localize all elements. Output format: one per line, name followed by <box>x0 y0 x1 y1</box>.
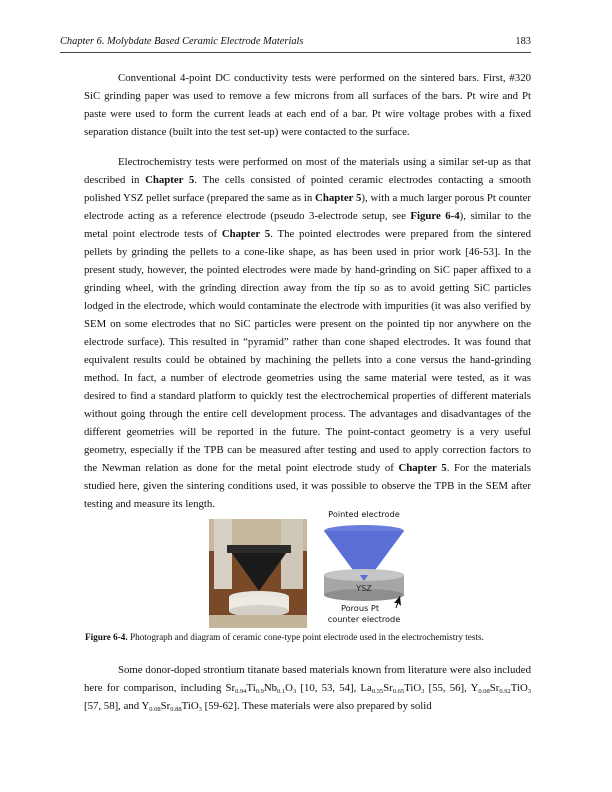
paragraph-titanates: Some donor-doped strontium titanate based materials known from literature were also included here for comparison, including $Sr_{0.94}Ti_{0.9}Nb_{0.1}O_3$ [10, 53, 54], $La_{0.35}Sr_{0.65}TiO_3$ [55, 56], $Y_{0.08}Sr_{0.92}TiO_3$ [57, 58], and $Y_{0.08}Sr_{0.88}TiO_3$ [59-62]. These materials were also prepared by solid <box>84 664 531 713</box>
paragraph-electrochemistry: Electrochemistry tests were performed on most of the materials using a similar set-up as that described in Chapter 5. The cells consisted of pointed ceramic electrodes contacting a smooth polished YSZ pellet surface (prepared the same as in Chapter 5), with a much larger porous Pt counter electrode acting as a reference electrode (pseudo 3-electrode setup, see Figure 6-4), similar to the metal point electrode tests of Chapter 5. The pointed electrodes were prepared from the sintered pellets by grinding the pellets to a cone-like shape, as has been used in prior work [46-53]. In the present study, however, the pointed electrodes were made by hand-grinding on SiC paper affixed to a grinding wheel, with the grinding direction away from the tip so as to avoid getting SiC particles lodged in the electrode, which would contaminate the electrode with impurities (it was also verified by SEM on some electrodes that no SiC particles were present on the pointed tip nor anywhere on the electrode surface). This resulted in “pyramid” rather than cone shaped electrodes. It was found that equivalent results could be obtained by machining the pellets into a cone versus the hand-grinding method. In fact, a number of electrode geometries using the same material were tested, as it was desired to find a standard platform to quickly test the electrochemical properties of different materials without going through the entire cell development process. The advantages and disadvantages of the different geometries will be reported in the future. The point-contact geometry is a very useful geometry, especially if the TPB can be measured after testing and used to apply correction factors to the Newman relation as done for the metal point electrode study of Chapter 5. For the materials studied here, given the sintering conditions used, it was possible to observe the TPB in the SEM after testing and measure its length. <box>84 156 532 510</box>
pointed-electrode-label: Pointed electrode <box>328 509 400 519</box>
ysz-label: YSZ <box>356 584 372 593</box>
figure-caption: Figure 6-4. Photograph and diagram of ceramic cone-type point electrode used in the electrochemistry tests. <box>85 632 484 642</box>
counter-electrode-label: counter electrode <box>327 614 401 624</box>
running-header <box>60 36 531 53</box>
electrode-diagram <box>310 505 418 627</box>
electrode-photograph <box>209 519 307 628</box>
paragraph-conductivity: Conventional 4-point DC conductivity tests were performed on the sintered bars. First, #320 SiC grinding paper was used to remove a few microns from all surfaces of the bars. Pt wire and Pt paste were used to form the current leads at each end of a bar. Pt wire voltage probes with a fixed separation distance (built into the test set-up) were contacted to the surface. <box>84 72 531 138</box>
porous-pt-label: Porous Pt <box>340 603 380 613</box>
page-number: 183 <box>515 36 531 47</box>
chapter-title: Chapter 6. Molybdate Based Ceramic Electrode Materials <box>60 36 304 47</box>
